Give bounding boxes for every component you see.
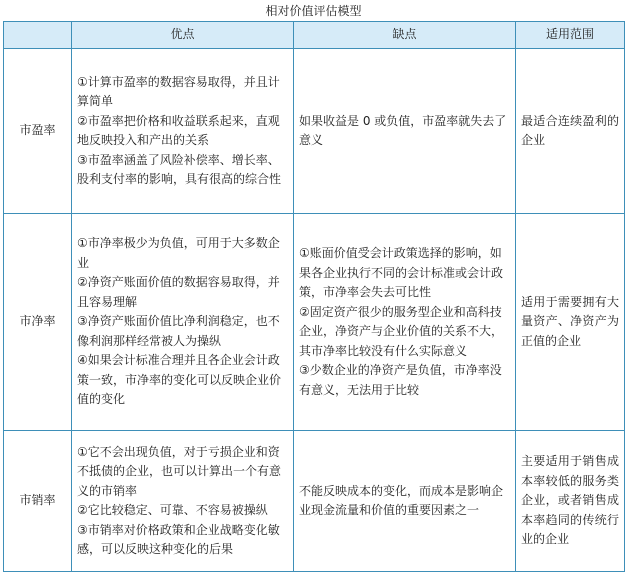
advantage-item: ③净资产账面价值比净利润稳定，也不像利润那样经常被人为操纵 <box>77 314 280 348</box>
disadvantage-item: 如果收益是 0 或负值，市盈率就失去了意义 <box>299 113 507 147</box>
advantage-item: ③市销率对价格政策和企业战略变化敏感，可以反映这种变化的后果 <box>77 522 280 556</box>
disadvantage-item: ②固定资产很少的服务型企业和高科技企业，净资产与企业价值的关系不大，其市净率比较没有什么实际意义 <box>299 304 504 358</box>
advantage-item: ②净资产账面价值的数据容易取得，并且容易理解 <box>77 275 280 309</box>
advantages-cell <box>72 214 294 431</box>
disadvantage-item: 不能反映成本的变化，而成本是影响企业现金流量和价值的重要因素之一 <box>299 483 504 517</box>
header-disadvantages: 缺点 <box>294 22 516 49</box>
disadvantages-cell <box>294 49 516 214</box>
disadvantages-cell <box>294 431 516 572</box>
table-row <box>4 214 625 431</box>
header-row <box>4 22 625 49</box>
scope-cell: 主要适用于销售成本率较低的服务类企业，或者销售成本率趋同的传统行业的企业 <box>516 431 625 572</box>
advantage-item: ③市盈率涵盖了风险补偿率、增长率、股利支付率的影响，具有很高的综合性 <box>77 152 282 186</box>
advantage-item: ①计算市盈率的数据容易取得，并且计算简单 <box>77 74 280 108</box>
advantages-cell <box>72 49 294 214</box>
header-corner <box>4 22 72 49</box>
advantage-item: ①市净率极少为负值，可用于大多数企业 <box>77 236 280 270</box>
row-label-pe: 市盈率 <box>4 49 72 214</box>
header-advantages: 优点 <box>72 22 294 49</box>
table-row <box>4 49 625 214</box>
advantage-item: ①它不会出现负值，对于亏损企业和资不抵债的企业，也可以计算出一个有意义的市销率 <box>77 444 282 498</box>
row-label-ps: 市销率 <box>4 431 72 572</box>
header-scope: 适用范围 <box>516 22 625 49</box>
scope-cell: 适用于需要拥有大量资产、净资产为正值的企业 <box>516 214 625 431</box>
scope-cell: 最适合连续盈利的企业 <box>516 49 625 214</box>
advantage-item: ②市盈率把价格和收益联系起来，直观地反映投入和产出的关系 <box>77 113 280 147</box>
table-title: 相对价值评估模型 <box>265 4 362 18</box>
advantage-item: ④如果会计标准合理并且各企业会计政策一致，市净率的变化可以反映企业价值的变化 <box>77 353 282 407</box>
advantages-cell <box>72 431 294 572</box>
table-row <box>4 431 625 572</box>
disadvantage-item: ③少数企业的净资产是负值，市净率没有意义，无法用于比较 <box>299 363 502 397</box>
advantage-item: ②它比较稳定、可靠、不容易被操纵 <box>77 503 268 517</box>
row-label-pb: 市净率 <box>4 214 72 431</box>
disadvantage-item: ①账面价值受会计政策选择的影响，如果各企业执行不同的会计标准或会计政策，市净率会失去可比性 <box>299 246 504 299</box>
valuation-table <box>3 21 625 572</box>
disadvantages-cell <box>294 214 516 431</box>
